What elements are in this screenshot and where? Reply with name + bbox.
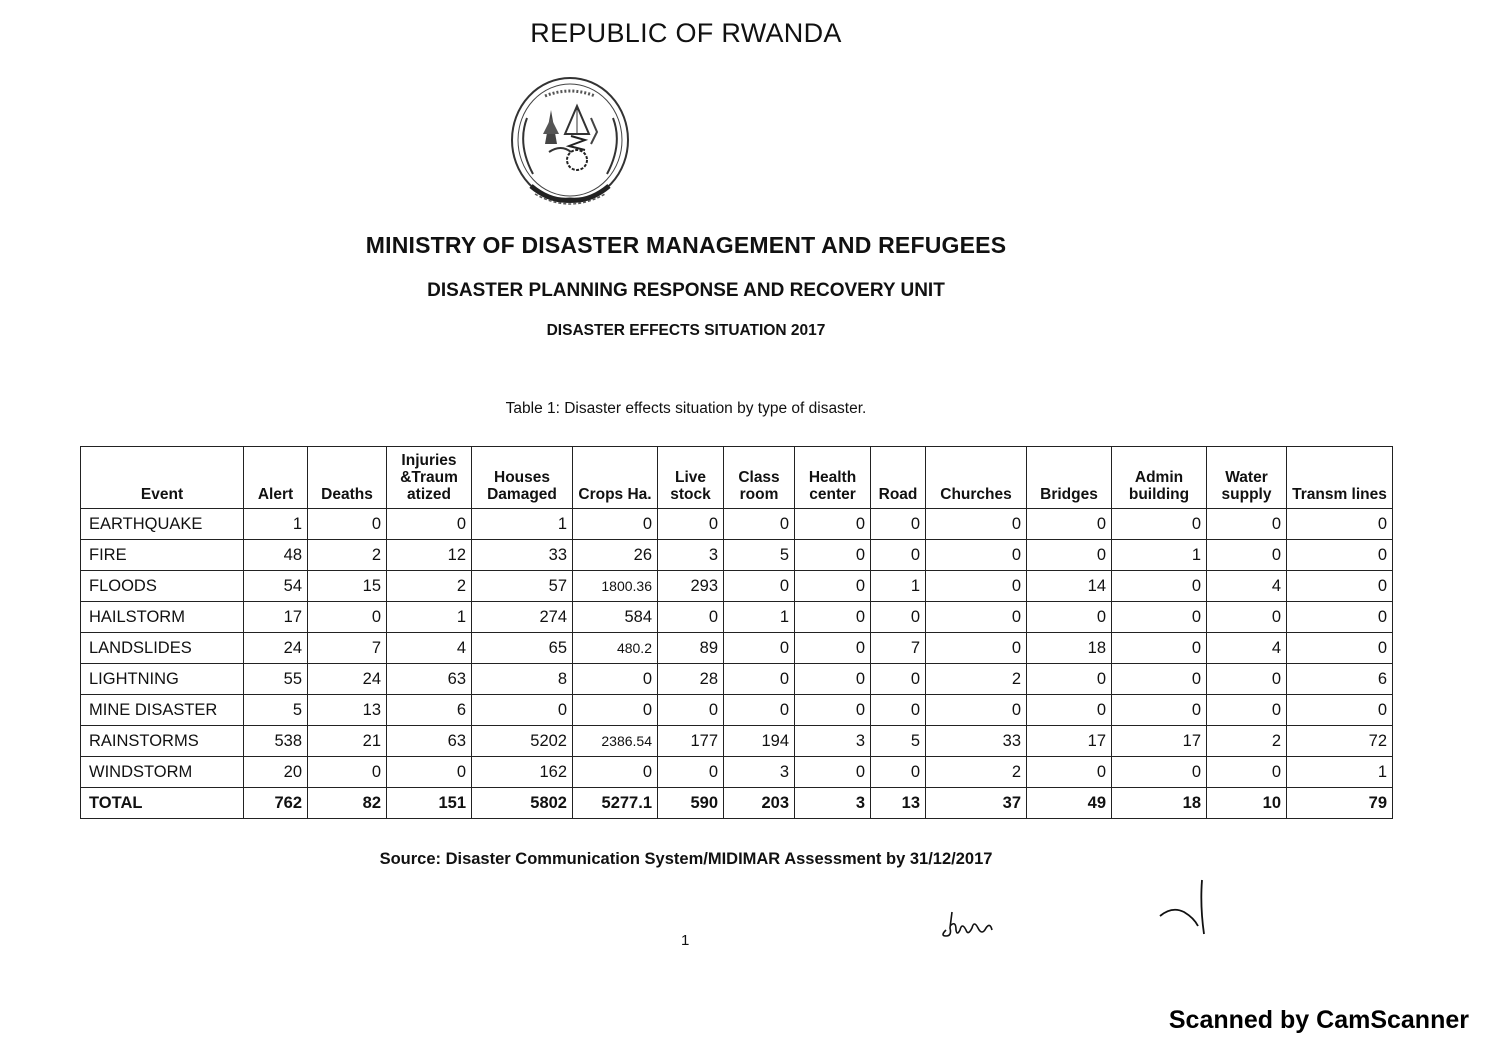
signature-mark	[1154, 876, 1218, 938]
value-cell: 177	[658, 726, 724, 757]
column-header: Bridges	[1027, 447, 1112, 509]
value-cell: 0	[1112, 509, 1207, 540]
value-cell: 57	[472, 571, 573, 602]
table-row	[81, 540, 1393, 571]
value-cell: 0	[1287, 571, 1393, 602]
event-cell: WINDSTORM	[81, 757, 244, 788]
value-cell: 4	[1207, 571, 1287, 602]
value-cell: 63	[387, 664, 472, 695]
value-cell: 1	[871, 571, 926, 602]
column-header: Road	[871, 447, 926, 509]
value-cell: 0	[926, 540, 1027, 571]
value-cell: 89	[658, 633, 724, 664]
value-cell: 0	[1287, 602, 1393, 633]
value-cell: 0	[795, 540, 871, 571]
value-cell: 5277.1	[573, 788, 658, 819]
value-cell: 65	[472, 633, 573, 664]
value-cell: 2386.54	[573, 726, 658, 757]
value-cell: 0	[926, 695, 1027, 726]
country-title: REPUBLIC OF RWANDA	[530, 18, 842, 48]
value-cell: 7	[308, 633, 387, 664]
value-cell: 0	[658, 757, 724, 788]
column-header: Admin building	[1112, 447, 1207, 509]
table-caption: Table 1: Disaster effects situation by type of disaster.	[505, 400, 867, 417]
value-cell: 0	[1287, 633, 1393, 664]
value-cell: 1	[724, 602, 795, 633]
source-note: Source: Disaster Communication System/MIDIMAR Assessment by 31/12/2017	[379, 850, 993, 868]
value-cell: 538	[244, 726, 308, 757]
value-cell: 0	[871, 509, 926, 540]
value-cell: 4	[1207, 633, 1287, 664]
event-cell: RAINSTORMS	[81, 726, 244, 757]
value-cell: 0	[871, 602, 926, 633]
value-cell: 79	[1287, 788, 1393, 819]
value-cell: 49	[1027, 788, 1112, 819]
value-cell: 0	[1112, 757, 1207, 788]
value-cell: 0	[573, 664, 658, 695]
event-cell: MINE DISASTER	[81, 695, 244, 726]
value-cell: 0	[724, 695, 795, 726]
signature-initials	[938, 906, 998, 940]
unit-title: DISASTER PLANNING RESPONSE AND RECOVERY UNIT	[427, 280, 945, 301]
value-cell: 0	[724, 571, 795, 602]
value-cell: 274	[472, 602, 573, 633]
value-cell: 0	[795, 509, 871, 540]
value-cell: 0	[658, 602, 724, 633]
value-cell: 0	[871, 695, 926, 726]
value-cell: 0	[724, 509, 795, 540]
column-header: Alert	[244, 447, 308, 509]
value-cell: 2	[926, 757, 1027, 788]
value-cell: 0	[1112, 664, 1207, 695]
value-cell: 1	[1287, 757, 1393, 788]
table-header-row	[81, 447, 1393, 509]
value-cell: 63	[387, 726, 472, 757]
value-cell: 0	[795, 695, 871, 726]
value-cell: 1	[1112, 540, 1207, 571]
table-row	[81, 757, 1393, 788]
value-cell: 0	[926, 602, 1027, 633]
value-cell: 0	[926, 633, 1027, 664]
table-row	[81, 726, 1393, 757]
column-header: Event	[81, 447, 244, 509]
event-cell: EARTHQUAKE	[81, 509, 244, 540]
value-cell: 17	[244, 602, 308, 633]
value-cell: 3	[795, 726, 871, 757]
value-cell: 0	[1287, 695, 1393, 726]
column-header: Houses Damaged	[472, 447, 573, 509]
value-cell: 3	[658, 540, 724, 571]
value-cell: 0	[1112, 602, 1207, 633]
event-cell: TOTAL	[81, 788, 244, 819]
value-cell: 13	[871, 788, 926, 819]
value-cell: 0	[1027, 695, 1112, 726]
value-cell: 0	[1287, 540, 1393, 571]
value-cell: 2	[1207, 726, 1287, 757]
value-cell: 3	[724, 757, 795, 788]
value-cell: 0	[1027, 757, 1112, 788]
value-cell: 0	[724, 633, 795, 664]
total-row	[81, 788, 1393, 819]
value-cell: 6	[1287, 664, 1393, 695]
value-cell: 82	[308, 788, 387, 819]
column-header: Live stock	[658, 447, 724, 509]
value-cell: 0	[658, 695, 724, 726]
value-cell: 0	[1112, 633, 1207, 664]
value-cell: 203	[724, 788, 795, 819]
value-cell: 0	[308, 757, 387, 788]
value-cell: 0	[1027, 602, 1112, 633]
value-cell: 0	[573, 757, 658, 788]
page-number: 1	[681, 932, 690, 949]
value-cell: 18	[1027, 633, 1112, 664]
event-cell: LIGHTNING	[81, 664, 244, 695]
value-cell: 2	[926, 664, 1027, 695]
value-cell: 590	[658, 788, 724, 819]
table-row	[81, 633, 1393, 664]
value-cell: 0	[1287, 509, 1393, 540]
value-cell: 24	[244, 633, 308, 664]
value-cell: 13	[308, 695, 387, 726]
column-header: Deaths	[308, 447, 387, 509]
value-cell: 4	[387, 633, 472, 664]
value-cell: 584	[573, 602, 658, 633]
event-cell: HAILSTORM	[81, 602, 244, 633]
ministry-title: MINISTRY OF DISASTER MANAGEMENT AND REFUGEES	[365, 232, 1007, 258]
value-cell: 0	[1027, 509, 1112, 540]
value-cell: 8	[472, 664, 573, 695]
table-row	[81, 664, 1393, 695]
column-header: Crops Ha.	[573, 447, 658, 509]
value-cell: 24	[308, 664, 387, 695]
value-cell: 14	[1027, 571, 1112, 602]
value-cell: 1	[472, 509, 573, 540]
value-cell: 151	[387, 788, 472, 819]
value-cell: 17	[1027, 726, 1112, 757]
event-cell: FLOODS	[81, 571, 244, 602]
value-cell: 17	[1112, 726, 1207, 757]
value-cell: 33	[926, 726, 1027, 757]
value-cell: 480.2	[573, 633, 658, 664]
value-cell: 5802	[472, 788, 573, 819]
column-header: Injuries &Traum atized	[387, 447, 472, 509]
value-cell: 0	[795, 633, 871, 664]
value-cell: 5202	[472, 726, 573, 757]
value-cell: 28	[658, 664, 724, 695]
value-cell: 0	[1207, 540, 1287, 571]
table-row	[81, 509, 1393, 540]
value-cell: 0	[1207, 695, 1287, 726]
value-cell: 0	[795, 664, 871, 695]
value-cell: 0	[926, 509, 1027, 540]
value-cell: 12	[387, 540, 472, 571]
value-cell: 0	[1207, 602, 1287, 633]
value-cell: 5	[871, 726, 926, 757]
event-cell: FIRE	[81, 540, 244, 571]
value-cell: 20	[244, 757, 308, 788]
value-cell: 194	[724, 726, 795, 757]
value-cell: 0	[308, 602, 387, 633]
value-cell: 6	[387, 695, 472, 726]
value-cell: 0	[871, 540, 926, 571]
value-cell: 0	[1207, 664, 1287, 695]
table-row	[81, 695, 1393, 726]
value-cell: 72	[1287, 726, 1393, 757]
value-cell: 3	[795, 788, 871, 819]
value-cell: 0	[1207, 757, 1287, 788]
table-row	[81, 571, 1393, 602]
value-cell: 0	[795, 571, 871, 602]
value-cell: 0	[308, 509, 387, 540]
value-cell: 1800.36	[573, 571, 658, 602]
value-cell: 0	[387, 757, 472, 788]
value-cell: 0	[926, 571, 1027, 602]
value-cell: 37	[926, 788, 1027, 819]
value-cell: 162	[472, 757, 573, 788]
value-cell: 0	[1207, 509, 1287, 540]
value-cell: 55	[244, 664, 308, 695]
situation-title: DISASTER EFFECTS SITUATION 2017	[546, 322, 826, 339]
value-cell: 33	[472, 540, 573, 571]
value-cell: 18	[1112, 788, 1207, 819]
value-cell: 10	[1207, 788, 1287, 819]
value-cell: 0	[1027, 540, 1112, 571]
value-cell: 7	[871, 633, 926, 664]
value-cell: 15	[308, 571, 387, 602]
camscanner-watermark: Scanned by CamScanner	[1168, 1006, 1469, 1034]
column-header: Water supply	[1207, 447, 1287, 509]
value-cell: 26	[573, 540, 658, 571]
value-cell: 21	[308, 726, 387, 757]
value-cell: 0	[387, 509, 472, 540]
value-cell: 1	[387, 602, 472, 633]
column-header: Health center	[795, 447, 871, 509]
value-cell: 0	[1112, 571, 1207, 602]
rwanda-coat-of-arms-icon	[505, 74, 635, 219]
value-cell: 0	[795, 602, 871, 633]
value-cell: 2	[308, 540, 387, 571]
value-cell: 0	[1112, 695, 1207, 726]
value-cell: 0	[1027, 664, 1112, 695]
value-cell: 0	[795, 757, 871, 788]
event-cell: LANDSLIDES	[81, 633, 244, 664]
value-cell: 293	[658, 571, 724, 602]
column-header: Churches	[926, 447, 1027, 509]
value-cell: 0	[871, 664, 926, 695]
value-cell: 0	[871, 757, 926, 788]
value-cell: 2	[387, 571, 472, 602]
value-cell: 1	[244, 509, 308, 540]
value-cell: 48	[244, 540, 308, 571]
value-cell: 762	[244, 788, 308, 819]
value-cell: 0	[658, 509, 724, 540]
value-cell: 5	[244, 695, 308, 726]
disaster-effects-table	[80, 446, 1393, 819]
value-cell: 0	[724, 664, 795, 695]
value-cell: 0	[472, 695, 573, 726]
value-cell: 54	[244, 571, 308, 602]
value-cell: 0	[573, 695, 658, 726]
column-header: Transm lines	[1287, 447, 1393, 509]
column-header: Class room	[724, 447, 795, 509]
value-cell: 5	[724, 540, 795, 571]
table-row	[81, 602, 1393, 633]
value-cell: 0	[573, 509, 658, 540]
